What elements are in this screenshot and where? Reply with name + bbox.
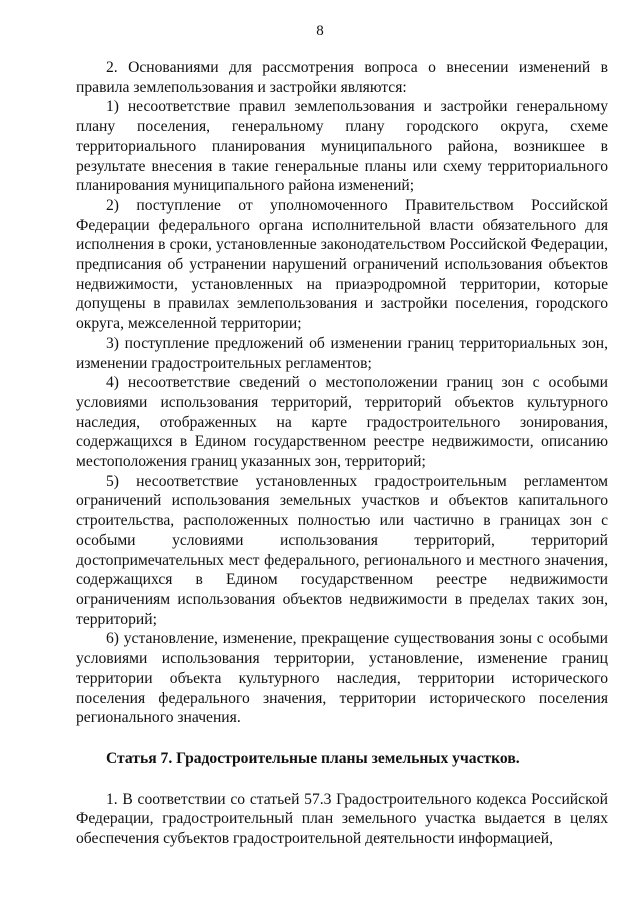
paragraph-item-1: 1) несоответствие правил землепользования и застройки генеральному плану поселения, генеральному плану городского округа, схеме территориального планирования муниципального района, возникшее в результате внесения в такие генеральные планы или схему территориального планирования муниципального района изменений; xyxy=(76,98,608,195)
article-heading: Статья 7. Градостроительные планы земельных участков. xyxy=(106,749,520,767)
article-paragraph-1: 1. В соответствии со статьей 57.3 Градостроительного кодекса Российской Федерации, градостроительный план земельного участка выдается в целях обеспечения субъектов градостроительной деятельности информацией, xyxy=(76,790,608,848)
paragraph-item-6: 6) установление, изменение, прекращение существования зоны с особыми условиями использования территории, установление, изменение границ территории объекта культурного наследия, территории исторического поселения федерального значения, территории исторического поселения регионального значения. xyxy=(76,630,608,727)
paragraph-grounds-intro: 2. Основаниями для рассмотрения вопроса о внесении изменений в правила землепользования и застройки являются: xyxy=(76,59,608,96)
page-number: 8 xyxy=(316,23,324,39)
paragraph-item-4: 4) несоответствие сведений о местоположении границ зон с особыми условиями использования территорий, территорий объектов культурного наследия, отображенных на карте градостроительного зонирования, содержащихся в Едином государственном реестре недвижимости, описанию местоположения границ указанных зон, территорий; xyxy=(76,374,608,471)
paragraph-item-3: 3) поступление предложений об изменении границ территориальных зон, изменении градостроительных регламентов; xyxy=(76,334,608,372)
paragraph-item-5: 5) несоответствие установленных градостроительным регламентом ограничений использования земельных участков и объектов капитального строительства, расположенных полностью или частично в границах зон с особыми условиями использования территорий, территорий достопримечательных мест федерального, регионального и местного значения, содержащихся в Едином государственном реестре недвижимости ограничениям использования объектов недвижимости в пределах таких зон, территорий; xyxy=(76,472,608,628)
paragraph-item-2: 2) поступление от уполномоченного Правительством Российской Федерации федерального органа исполнительной власти обязательного для исполнения в сроки, установленные законодательством Российской Федерации, предписания об устранении нарушений ограничений использования объектов недвижимости, установленных на приаэродромной территории, которые допущены в правилах землепользования и застройки поселения, городского округа, межселенной территории; xyxy=(76,196,608,333)
document-body xyxy=(76,58,608,849)
